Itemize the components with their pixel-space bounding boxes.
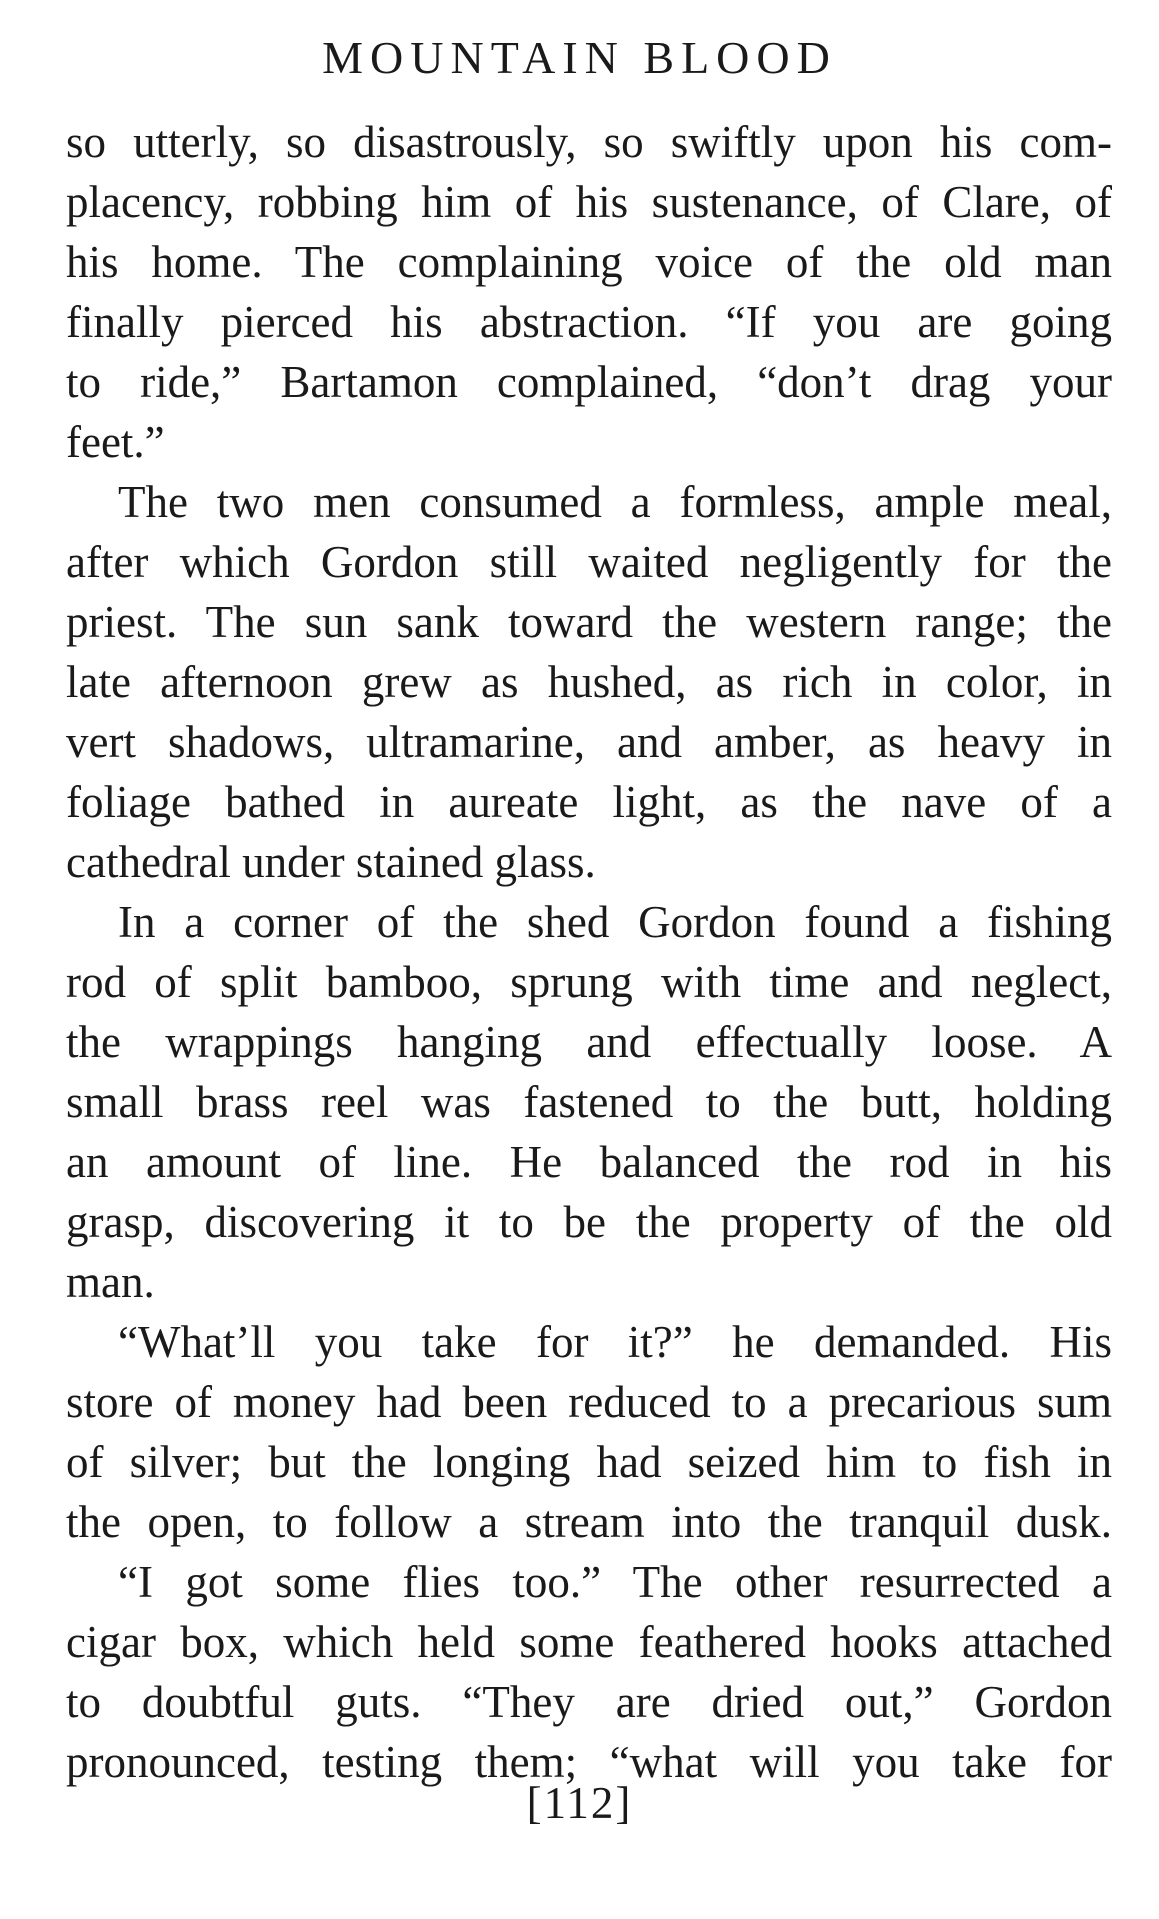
page-number: [112] <box>526 1778 633 1828</box>
text-line: cathedral under stained glass. <box>66 837 596 887</box>
text-line: finally pierced his abstraction. “If you are going <box>66 297 1112 347</box>
text-line: small brass reel was fastened to the butt, holding <box>66 1077 1112 1127</box>
text-line: the open, to follow a stream into the tranquil dusk. <box>66 1497 1112 1547</box>
text-line: “I got some flies too.” The other resurrected a <box>118 1557 1112 1607</box>
text-line: of silver; but the longing had seized him to fish in <box>66 1437 1112 1487</box>
text-line: man. <box>66 1257 155 1307</box>
text-line: In a corner of the shed Gordon found a fishing <box>118 897 1112 947</box>
text-line: foliage bathed in aureate light, as the nave of a <box>66 777 1112 827</box>
text-line: The two men consumed a formless, ample meal, <box>118 477 1112 527</box>
text-line: the wrappings hanging and effectually loose. A <box>66 1017 1112 1067</box>
text-line: late afternoon grew as hushed, as rich in color, in <box>66 657 1112 707</box>
text-line: placency, robbing him of his sustenance, of Clare, of <box>66 177 1112 227</box>
text-line: grasp, discovering it to be the property of the old <box>66 1197 1112 1247</box>
text-line: rod of split bamboo, sprung with time and neglect, <box>66 957 1112 1007</box>
body-text <box>66 112 1112 1792</box>
text-line: after which Gordon still waited negligently for the <box>66 537 1112 587</box>
text-line: his home. The complaining voice of the old man <box>66 237 1112 287</box>
text-line: vert shadows, ultramarine, and amber, as heavy in <box>66 717 1112 767</box>
running-head: MOUNTAIN BLOOD <box>322 32 837 83</box>
text-line: cigar box, which held some feathered hooks attached <box>66 1617 1112 1667</box>
text-line: to doubtful guts. “They are dried out,” Gordon <box>66 1677 1112 1727</box>
text-line: so utterly, so disastrously, so swiftly upon his com- <box>66 117 1112 167</box>
text-line: pronounced, testing them; “what will you take for <box>66 1737 1112 1787</box>
text-line: store of money had been reduced to a precarious sum <box>66 1377 1112 1427</box>
text-line: priest. The sun sank toward the western range; the <box>66 597 1112 647</box>
text-line: “What’ll you take for it?” he demanded. His <box>118 1317 1112 1367</box>
text-line: to ride,” Bartamon complained, “don’t drag your <box>66 357 1112 407</box>
text-line: feet.” <box>66 417 165 467</box>
text-line: an amount of line. He balanced the rod in his <box>66 1137 1112 1187</box>
